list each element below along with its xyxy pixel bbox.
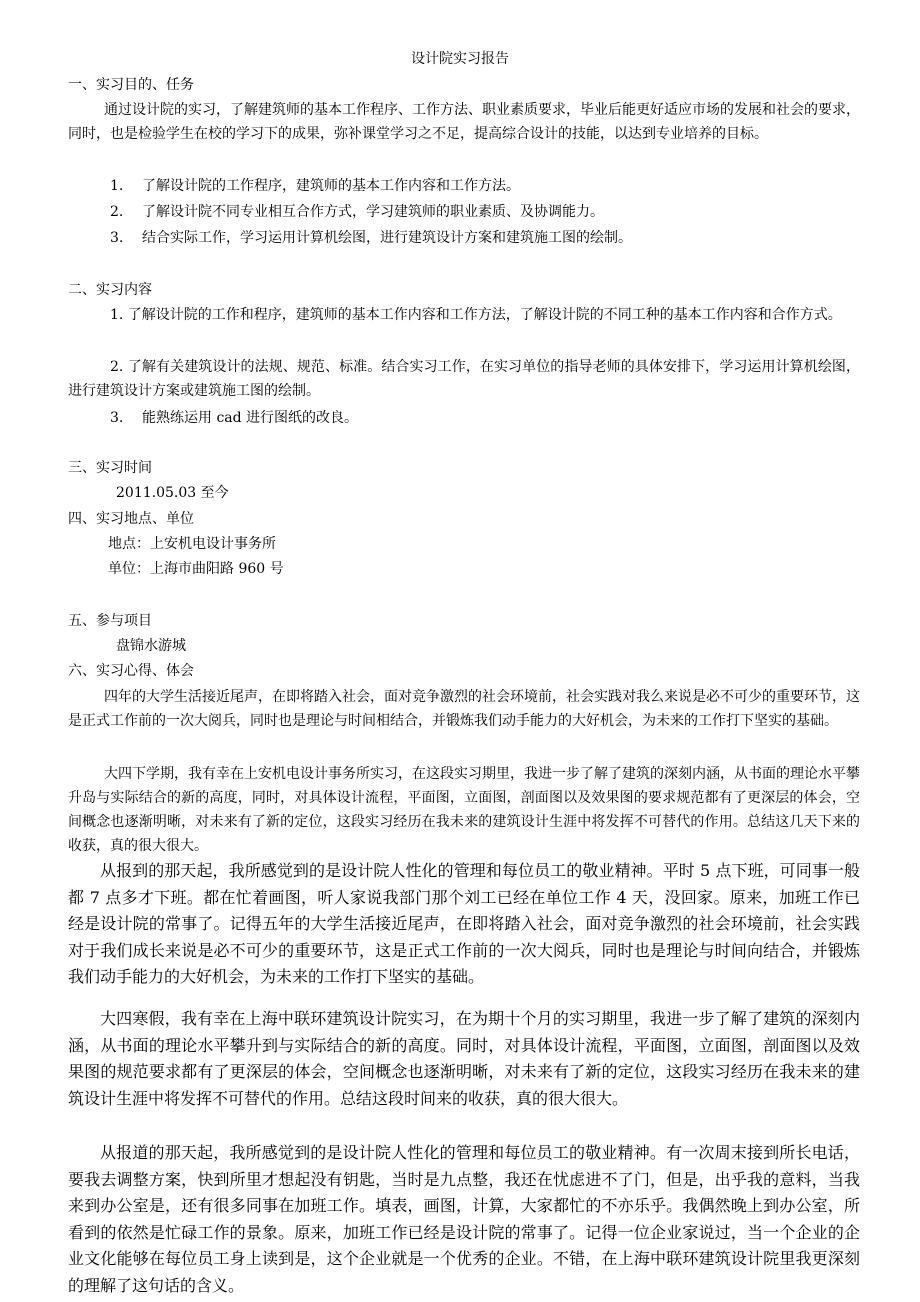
section-6-paragraph-2: 大四下学期，我有幸在上安机电设计事务所实习，在这段实习期里，我进一步了解了建筑的深刻内涵，从书面的理论水平攀升岛与实际结合的新的高度，同时，对具体设计流程，平面图，立面图，剖面图以及效果图的要求规范都有了更深层的体会，空间概念也逐渐明晰，对未来有了新的定位，这段实习经历在我未来的建筑设计生涯中将发挥不可替代的作用。总结这几天下来的收获，真的很大很大。 xyxy=(68,766,860,854)
internship-unit: 单位：上海市曲阳路 960 号 xyxy=(108,561,284,577)
item-text: 能熟练运用 cad 进行图纸的改良。 xyxy=(142,410,359,426)
item-number: 3. xyxy=(110,410,124,426)
project-name: 盘锦水游城 xyxy=(116,638,186,654)
section-heading-3: 三、实习时间 xyxy=(68,460,152,476)
section-1-item-2 xyxy=(110,201,604,223)
section-heading-6: 六、实习心得、体会 xyxy=(68,663,194,679)
item-number: 1. xyxy=(110,178,124,194)
item-number: 3. xyxy=(110,230,124,246)
section-heading-2: 二、实习内容 xyxy=(68,282,152,298)
section-6-paragraph-5: 从报道的那天起，我所感觉到的是设计院人性化的管理和每位员工的敬业精神。有一次周末接到所长电话，要我去调整方案，快到所里才想起没有钥匙，当时是九点整，我还在忧虑进不了门，但是，出乎我的意料，当我来到办公室是，还有很多同事在加班工作。填表，画图，计算，大家都忙的不亦乐乎。我偶然晚上到办公室，所看到的依然是忙碌工作的景象。原来，加班工作已经是设计院的常事了。记得一位企业家说过，当一个企业的企业文化能够在每位员工身上读到是，这个企业就是一个优秀的企业。不错，在上海中联环建筑设计院里我更深刻的理解了这句话的含义。 xyxy=(68,1143,860,1295)
section-2-item-2: 2. 了解有关建筑设计的法规、规范、标准。结合实习工作，在实习单位的指导老师的具体安排下，学习运用计算机绘图，进行建筑设计方案或建筑施工图的绘制。 xyxy=(68,359,860,399)
internship-place: 地点：上安机电设计事务所 xyxy=(108,536,276,552)
section-heading-4: 四、实习地点、单位 xyxy=(68,511,194,527)
section-2-item-3 xyxy=(110,407,358,429)
section-1-item-3 xyxy=(110,227,632,249)
section-1-paragraph: 通过设计院的实习，了解建筑师的基本工作程序、工作方法、职业素质要求，毕业后能更好适应市场的发展和社会的要求，同时，也是检验学生在校的学习下的成果，弥补课堂学习之不足，提高综合设计的技能，以达到专业培养的目标。 xyxy=(68,102,860,142)
section-6-paragraph-1: 四年的大学生活接近尾声，在即将踏入社会，面对竞争激烈的社会环境前，社会实践对我么来说是必不可少的重要环节，这是正式工作前的一次大阅兵，同时也是理论与时间相结合，并锻炼我们动手能力的大好机会，为未来的工作打下坚实的基础。 xyxy=(68,689,860,729)
section-6-paragraph-3: 从报到的那天起，我所感觉到的是设计院人性化的管理和每位员工的敬业精神。平时 5 点下班，可同事一般都 7 点多才下班。都在忙着画图，听人家说我部门那个刘工已经在单位工作 4 天，没回家。原来，加班工作已经是设计院的常事了。记得五年的大学生活接近尾声，在即将踏入社会，面对竞争激烈的社会环境前，社会实践对于我们成长来说是必不可少的重要环节，这是正式工作前的一次大阅兵，同时也是理论与时间向结合，并锻炼我们动手能力的大好机会，为未来的工作打下坚实的基础。 xyxy=(68,861,860,986)
section-heading-1: 一、实习目的、任务 xyxy=(68,77,194,93)
item-text: 结合实际工作，学习运用计算机绘图，进行建筑设计方案和建筑施工图的绘制。 xyxy=(142,230,632,246)
item-text: 了解设计院不同专业相互合作方式，学习建筑师的职业素质、及协调能力。 xyxy=(142,204,604,220)
section-6-paragraph-4: 大四寒假，我有幸在上海中联环建筑设计院实习，在为期十个月的实习期里，我进一步了解了建筑的深刻内涵，从书面的理论水平攀升到与实际结合的新的高度。同时，对具体设计流程，平面图，立面图，剖面图以及效果图的规范要求都有了更深层的体会，空间概念也逐渐明晰，对未来有了新的定位，这段实习经历在我未来的建筑设计生涯中将发挥不可替代的作用。总结这段时间来的收获，真的很大很大。 xyxy=(68,1009,860,1108)
document-title: 设计院实习报告 xyxy=(411,51,509,67)
item-text: 了解设计院的工作程序，建筑师的基本工作内容和工作方法。 xyxy=(142,178,520,194)
item-number: 2. xyxy=(110,204,124,220)
section-heading-5: 五、参与项目 xyxy=(68,613,152,629)
section-1-item-1 xyxy=(110,175,520,197)
section-2-item-1: 1. 了解设计院的工作和程序，建筑师的基本工作内容和工作方法，了解设计院的不同工种的基本工作内容和合作方式。 xyxy=(110,307,842,323)
internship-date: 2011.05.03 至今 xyxy=(116,485,229,501)
